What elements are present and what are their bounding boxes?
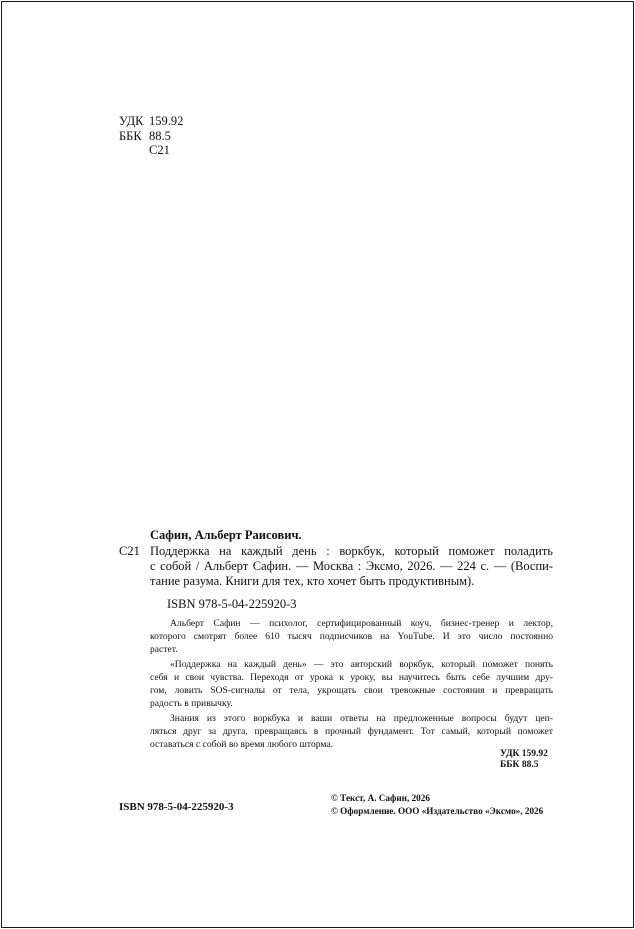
description-line: «Поддержка на каждый день» — это авторский воркбук, который поможет понять xyxy=(170,659,553,670)
description-line: гом, ловить SOS-сигналы от тела, укрощать свои тревожные состояния и превращать xyxy=(150,685,553,696)
bbk-value: 88.5 xyxy=(149,128,171,143)
description-line: которого смотрят более 610 тысяч подписчиков на YouTube. И это число постоянно xyxy=(150,631,553,642)
udk-value: 159.92 xyxy=(149,114,184,128)
description-line: Знания из этого воркбука и ваши ответы на предложенные вопросы будут цеп- xyxy=(170,713,553,724)
footer-udk: УДК 159.92 xyxy=(500,749,548,759)
record-annotation xyxy=(150,544,553,588)
record-cutter: С21 xyxy=(119,544,140,558)
annotation-line: с собой / Альберт Сафин. — Москва : Эксмо, 2026. — 224 с. — (Воспи- xyxy=(150,558,553,573)
copyright-design: © Оформление. ООО «Издательство «Эксмо», 2026 xyxy=(331,805,544,816)
annotation-line: Поддержка на каждый день : воркбук, который поможет поладить xyxy=(150,544,553,558)
description-paragraph xyxy=(150,617,553,656)
description-line: Альберт Сафин — психолог, сертифицированный коуч, бизнес-тренер и лектор, xyxy=(170,618,553,629)
description-line: оставаться с собой во время любого шторма. xyxy=(150,739,334,750)
description-line: ляться друг за друга, превращаясь в прочный фундамент. Тот самый, который поможет xyxy=(150,726,553,737)
description-line: растет. xyxy=(150,644,178,655)
page-border xyxy=(1,1,634,928)
annotation-line: тание разума. Книги для тех, кто хочет быть продуктивным). xyxy=(150,573,475,588)
description-line: радость в привычку. xyxy=(150,698,233,709)
description-paragraph xyxy=(150,658,553,710)
copyright-text: © Текст, А. Сафин, 2026 xyxy=(331,793,430,803)
udk-row xyxy=(119,114,183,129)
classification-codes xyxy=(119,114,183,158)
bbk-row xyxy=(119,129,183,144)
record-isbn: ISBN 978-5-04-225920-3 xyxy=(167,597,297,611)
bbk-label: ББК xyxy=(119,128,142,143)
copyright-block xyxy=(331,792,543,817)
description-paragraph xyxy=(150,712,553,751)
footer-bbk: ББК 88.5 xyxy=(500,760,539,770)
footer-isbn: ISBN 978-5-04-225920-3 xyxy=(119,801,234,813)
udk-label: УДК xyxy=(119,114,144,128)
footer-codes xyxy=(500,749,548,771)
author-mark: С21 xyxy=(149,143,170,157)
book-description xyxy=(150,617,553,753)
description-line: себя и свои чувства. Переходя от урока к уроку, вы научитесь быть себе лучшим дру- xyxy=(150,672,553,683)
record-author: Сафин, Альберт Раисович. xyxy=(150,528,302,542)
